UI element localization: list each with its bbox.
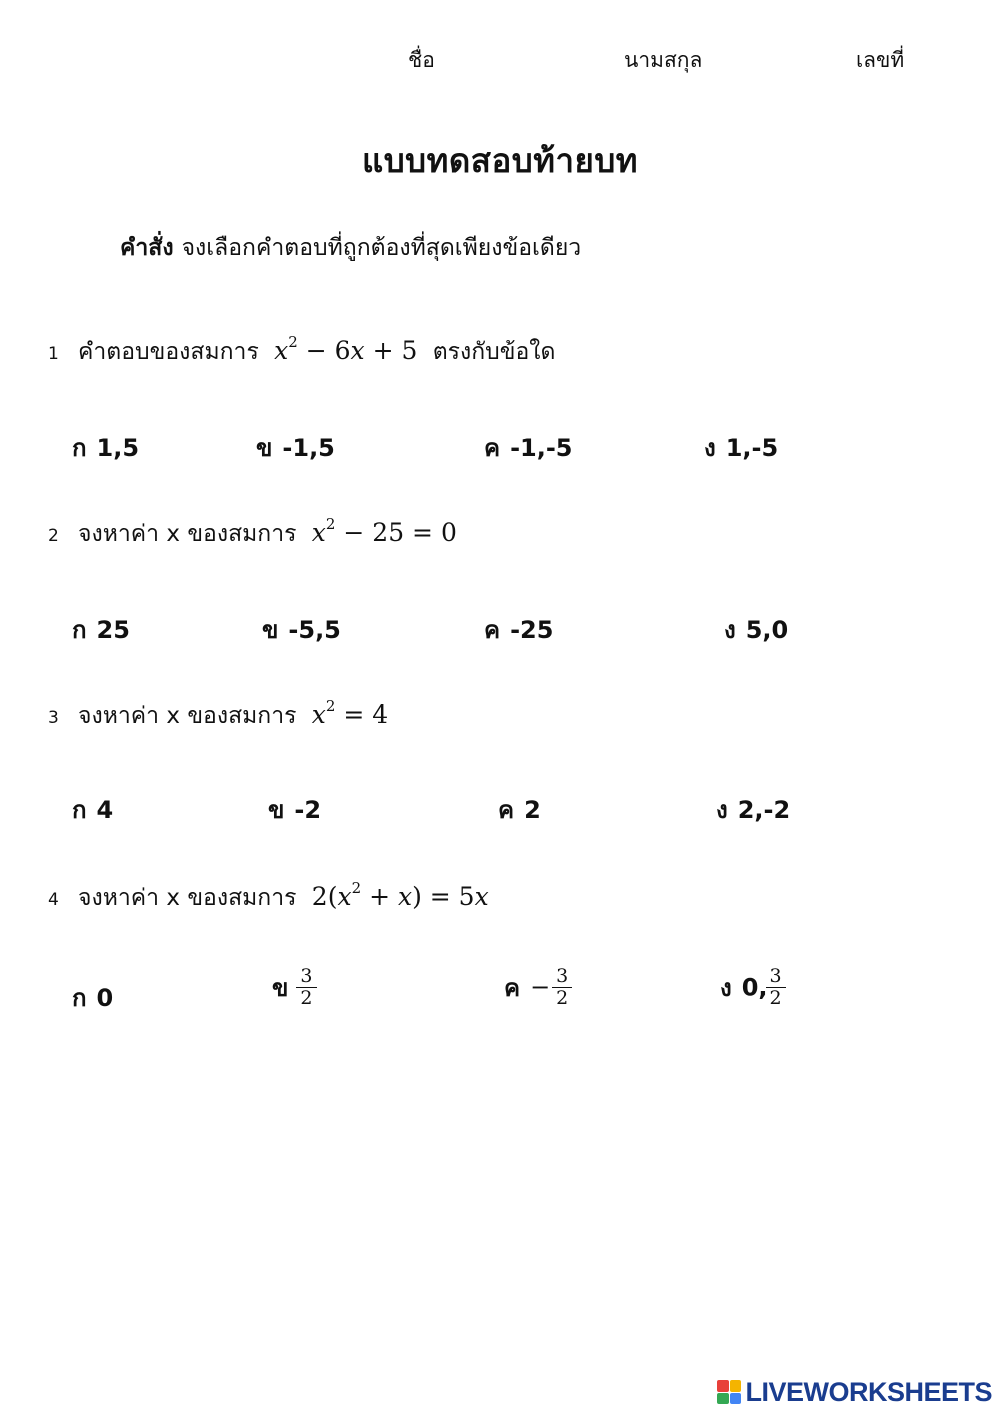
option-q1-a[interactable]: ก 1,5 [72,434,140,462]
option-q3-a[interactable]: ก 4 [72,796,114,824]
page-title: แบบทดสอบท้ายบท [361,141,639,180]
question-number: 4 [48,890,59,910]
question-4 [48,880,497,916]
option-q1-c[interactable]: ค -1,-5 [484,434,573,462]
question-suffix: ตรงกับข้อใด [432,339,556,365]
option-q4-b[interactable]: ข $\frac{3}{2}$ [272,966,315,1009]
option-q3-b[interactable]: ข -2 [268,796,322,824]
question-number: 3 [48,708,59,728]
liveworksheets-logo [717,1377,992,1407]
logo-square [717,1380,729,1392]
instruction [120,230,581,266]
equation: $x^2 - 25 = 0$ [311,515,457,547]
option-q4-d[interactable]: ง 0, $\frac{3}{2}$ [720,966,784,1009]
fraction: $\frac{3}{2}$ [298,966,314,1009]
brand-name: LIVEWORKSHEETS [745,1376,992,1407]
question-number: 1 [48,344,59,364]
question-3 [48,698,396,734]
fraction: $\frac{3}{2}$ [554,966,570,1009]
option-q4-c[interactable]: ค − $\frac{3}{2}$ [504,966,570,1009]
name-label: ชื่อ [408,48,435,72]
question-prefix: จงหาค่า x ของสมการ [78,703,297,729]
fraction: $\frac{3}{2}$ [768,966,784,1009]
question-2 [48,516,465,552]
logo-square [717,1393,729,1405]
option-q3-c[interactable]: ค 2 [498,796,541,824]
option-q2-d[interactable]: ง 5,0 [724,616,789,644]
instruction-label: คำสั่ง [120,235,174,261]
question-prefix: จงหาค่า x ของสมการ [78,885,297,911]
question-1 [48,334,555,370]
question-prefix: คำตอบของสมการ [78,339,259,365]
question-number: 2 [48,526,59,546]
logo-square [730,1380,742,1392]
equation: $x^2 - 6x + 5$ [274,333,418,365]
option-q1-b[interactable]: ข -1,5 [256,434,335,462]
surname-label: นามสกุล [624,48,703,72]
option-q3-d[interactable]: ง 2,-2 [716,796,791,824]
option-q1-d[interactable]: ง 1,-5 [704,434,779,462]
instruction-text: จงเลือกคำตอบที่ถูกต้องที่สุดเพียงข้อเดียว [181,235,582,261]
logo-square [730,1393,742,1405]
logo-mark-icon [717,1380,741,1404]
student-number-label: เลขที่ [856,48,905,72]
option-q2-b[interactable]: ข -5,5 [262,616,341,644]
equation: $2(x^2 + x) = 5x$ [311,879,489,911]
question-prefix: จงหาค่า x ของสมการ [78,521,297,547]
option-q2-a[interactable]: ก 25 [72,616,130,644]
option-q4-a[interactable]: ก 0 [72,984,114,1012]
option-q2-c[interactable]: ค -25 [484,616,554,644]
equation: $x^2 = 4$ [311,697,389,729]
